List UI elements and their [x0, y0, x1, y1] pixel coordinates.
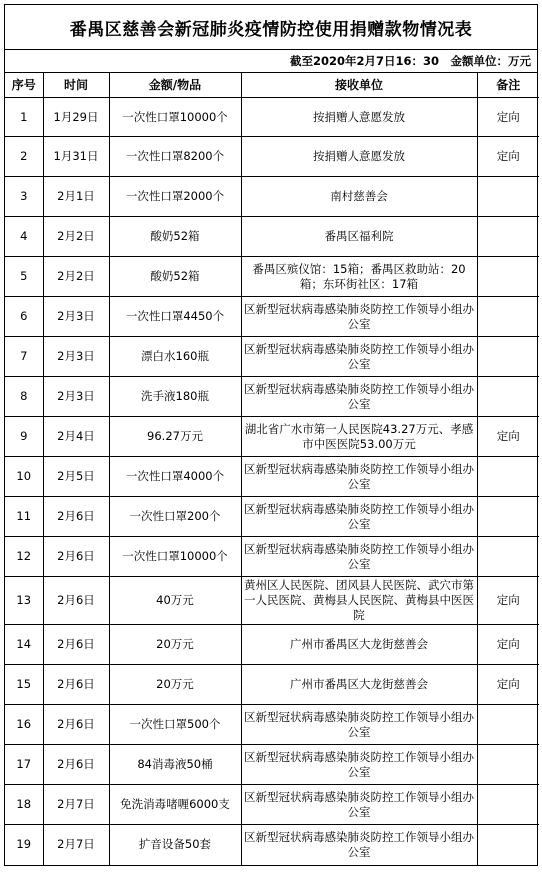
table-header-row — [5, 73, 539, 98]
table-body — [5, 98, 539, 865]
cell-unit: 按捐赠人意愿发放 — [241, 137, 477, 177]
cell-unit: 区新型冠状病毒感染肺炎防控工作领导小组办公室 — [241, 457, 477, 497]
header-item: 金额/物品 — [109, 73, 241, 98]
cell-note — [477, 377, 539, 417]
cell-no: 3 — [5, 177, 43, 217]
cell-item: 一次性口罩4450个 — [109, 297, 241, 337]
cell-unit: 区新型冠状病毒感染肺炎防控工作领导小组办公室 — [241, 745, 477, 785]
cell-date: 2月6日 — [43, 745, 109, 785]
cell-item: 酸奶52箱 — [109, 217, 241, 257]
table-subtitle: 截至2020年2月7日16：30 金额单位：万元 — [5, 50, 537, 73]
cell-note — [477, 705, 539, 745]
cell-date: 2月6日 — [43, 705, 109, 745]
cell-date: 2月1日 — [43, 177, 109, 217]
table-row — [5, 457, 539, 497]
cell-date: 2月6日 — [43, 497, 109, 537]
cell-date: 2月3日 — [43, 377, 109, 417]
table-row — [5, 98, 539, 137]
table-row — [5, 497, 539, 537]
cell-no: 4 — [5, 217, 43, 257]
table-row — [5, 705, 539, 745]
cell-note — [477, 825, 539, 865]
table-row — [5, 745, 539, 785]
cell-note — [477, 457, 539, 497]
cell-no: 9 — [5, 417, 43, 457]
cell-note — [477, 497, 539, 537]
header-unit: 接收单位 — [241, 73, 477, 98]
cell-note — [477, 177, 539, 217]
cell-unit: 区新型冠状病毒感染肺炎防控工作领导小组办公室 — [241, 785, 477, 825]
table-row — [5, 177, 539, 217]
cell-no: 8 — [5, 377, 43, 417]
table-row — [5, 417, 539, 457]
cell-item: 扩音设备50套 — [109, 825, 241, 865]
cell-item: 一次性口罩4000个 — [109, 457, 241, 497]
cell-no: 13 — [5, 577, 43, 625]
table-row — [5, 297, 539, 337]
table-row — [5, 257, 539, 297]
cell-date: 2月4日 — [43, 417, 109, 457]
cell-no: 5 — [5, 257, 43, 297]
cell-item: 一次性口罩10000个 — [109, 98, 241, 137]
cell-item: 酸奶52箱 — [109, 257, 241, 297]
cell-date: 2月3日 — [43, 297, 109, 337]
cell-item: 40万元 — [109, 577, 241, 625]
table-row — [5, 577, 539, 625]
table-row — [5, 337, 539, 377]
cell-item: 84消毒液50桶 — [109, 745, 241, 785]
cell-date: 2月3日 — [43, 337, 109, 377]
cell-note: 定向 — [477, 417, 539, 457]
cell-date: 2月5日 — [43, 457, 109, 497]
cell-note: 定向 — [477, 665, 539, 705]
header-date: 时间 — [43, 73, 109, 98]
cell-no: 12 — [5, 537, 43, 577]
cell-item: 一次性口罩10000个 — [109, 537, 241, 577]
cell-item: 免洗消毒啫喱6000支 — [109, 785, 241, 825]
cell-unit: 番禺区福利院 — [241, 217, 477, 257]
cell-note — [477, 785, 539, 825]
table-row — [5, 537, 539, 577]
table-row — [5, 377, 539, 417]
cell-no: 6 — [5, 297, 43, 337]
cell-no: 18 — [5, 785, 43, 825]
cell-no: 1 — [5, 98, 43, 137]
donation-table — [5, 73, 539, 865]
table-row — [5, 217, 539, 257]
cell-note: 定向 — [477, 577, 539, 625]
cell-date: 2月2日 — [43, 257, 109, 297]
cell-unit: 区新型冠状病毒感染肺炎防控工作领导小组办公室 — [241, 537, 477, 577]
cell-unit: 广州市番禺区大龙街慈善会 — [241, 665, 477, 705]
cell-item: 一次性口罩2000个 — [109, 177, 241, 217]
cell-date: 1月29日 — [43, 98, 109, 137]
cell-date: 2月2日 — [43, 217, 109, 257]
cell-no: 17 — [5, 745, 43, 785]
cell-note — [477, 337, 539, 377]
cell-date: 2月6日 — [43, 665, 109, 705]
cell-no: 19 — [5, 825, 43, 865]
header-no: 序号 — [5, 73, 43, 98]
cell-unit: 区新型冠状病毒感染肺炎防控工作领导小组办公室 — [241, 297, 477, 337]
cell-date: 2月6日 — [43, 577, 109, 625]
cell-note — [477, 297, 539, 337]
table-row — [5, 825, 539, 865]
table-row — [5, 137, 539, 177]
cell-unit: 广州市番禺区大龙街慈善会 — [241, 625, 477, 665]
cell-note — [477, 257, 539, 297]
cell-unit: 番禺区殡仪馆：15箱；番禺区救助站：20箱；东环街社区：17箱 — [241, 257, 477, 297]
cell-no: 2 — [5, 137, 43, 177]
cell-no: 14 — [5, 625, 43, 665]
cell-no: 11 — [5, 497, 43, 537]
cell-date: 2月7日 — [43, 785, 109, 825]
cell-item: 洗手液180瓶 — [109, 377, 241, 417]
cell-date: 2月6日 — [43, 625, 109, 665]
cell-item: 20万元 — [109, 665, 241, 705]
table-row — [5, 625, 539, 665]
table-row — [5, 785, 539, 825]
cell-item: 一次性口罩500个 — [109, 705, 241, 745]
cell-unit: 区新型冠状病毒感染肺炎防控工作领导小组办公室 — [241, 705, 477, 745]
cell-item: 20万元 — [109, 625, 241, 665]
cell-note: 定向 — [477, 625, 539, 665]
cell-note — [477, 217, 539, 257]
cell-date: 2月7日 — [43, 825, 109, 865]
cell-unit: 区新型冠状病毒感染肺炎防控工作领导小组办公室 — [241, 825, 477, 865]
cell-item: 漂白水160瓶 — [109, 337, 241, 377]
cell-note — [477, 537, 539, 577]
cell-unit: 区新型冠状病毒感染肺炎防控工作领导小组办公室 — [241, 337, 477, 377]
cell-unit: 湖北省广水市第一人民医院43.27万元、孝感市中医医院53.00万元 — [241, 417, 477, 457]
table-row — [5, 665, 539, 705]
cell-unit: 区新型冠状病毒感染肺炎防控工作领导小组办公室 — [241, 497, 477, 537]
table-title: 番禺区慈善会新冠肺炎疫情防控使用捐赠款物情况表 — [5, 5, 537, 50]
cell-unit: 区新型冠状病毒感染肺炎防控工作领导小组办公室 — [241, 377, 477, 417]
cell-date: 2月6日 — [43, 537, 109, 577]
cell-item: 96.27万元 — [109, 417, 241, 457]
cell-item: 一次性口罩8200个 — [109, 137, 241, 177]
cell-no: 15 — [5, 665, 43, 705]
cell-unit: 黄州区人民医院、团风县人民医院、武穴市第一人民医院、黄梅县人民医院、黄梅县中医医院 — [241, 577, 477, 625]
cell-no: 16 — [5, 705, 43, 745]
donation-table-sheet — [4, 4, 538, 866]
cell-note: 定向 — [477, 98, 539, 137]
cell-item: 一次性口罩200个 — [109, 497, 241, 537]
cell-no: 10 — [5, 457, 43, 497]
cell-unit: 按捐赠人意愿发放 — [241, 98, 477, 137]
cell-unit: 南村慈善会 — [241, 177, 477, 217]
cell-date: 1月31日 — [43, 137, 109, 177]
cell-no: 7 — [5, 337, 43, 377]
header-note: 备注 — [477, 73, 539, 98]
cell-note — [477, 745, 539, 785]
cell-note: 定向 — [477, 137, 539, 177]
